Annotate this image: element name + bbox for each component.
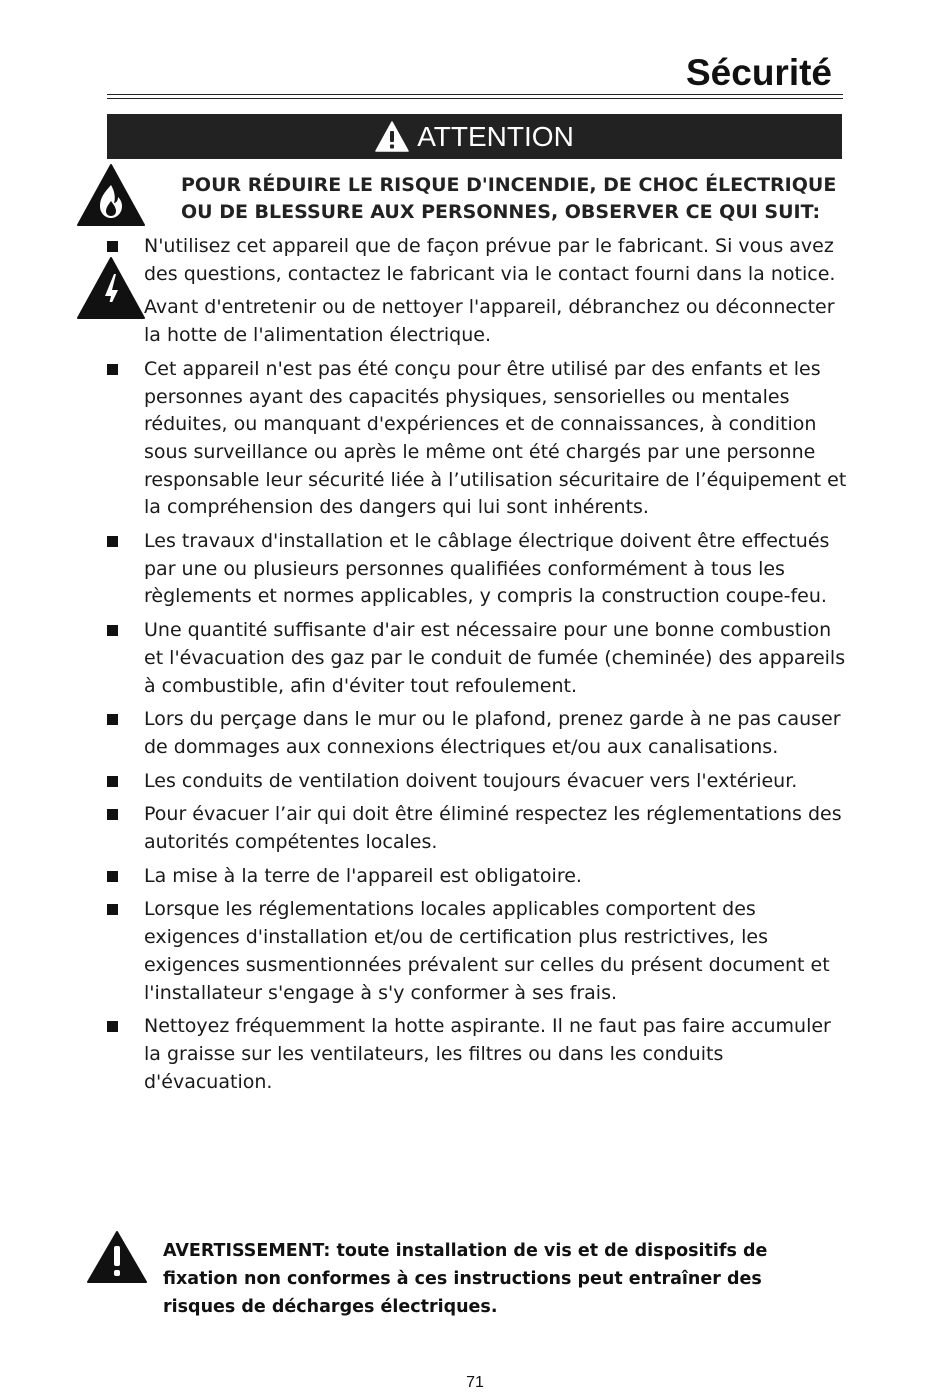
warning-note: AVERTISSEMENT: toute installation de vis et de dispositifs de fixation non conformes à ces instructions peut entraîner des risques de décharges électriques. [163, 1241, 768, 1317]
safety-list [107, 233, 847, 1102]
list-item: Les travaux d'installation et le câblage électrique doivent être effectués par une ou plusieurs personnes qualifiées conformément à tous les règlements et normes applicables, y compris la construction coupe-feu. [107, 528, 847, 611]
bullet-square-icon [107, 364, 118, 375]
page-number: 71 [466, 1374, 484, 1391]
warning-triangle-icon [375, 121, 409, 152]
bullet-square-icon [107, 241, 118, 252]
bullet-square-icon [107, 714, 118, 725]
list-item: Lors du perçage dans le mur ou le plafond, prenez garde à ne pas causer de dommages aux connexions électriques et/ou aux canalisations. [107, 706, 847, 761]
bullet-square-icon [107, 809, 118, 820]
list-item: Nettoyez fréquemment la hotte aspirante. Il ne faut pas faire accumuler la graisse sur les ventilateurs, les filtres ou dans les conduits d'évacuation. [107, 1013, 847, 1096]
warning-icon [86, 1230, 148, 1284]
list-item: Lorsque les réglementations locales applicables comportent des exigences d'installation et/ou de certification plus restrictives, les exigences susmentionnées prévalent sur celles du présent document et l'installateur s'engage à s'y conformer à ses frais. [107, 896, 847, 1007]
title-rule-bottom [107, 98, 843, 99]
bullet-square-icon [107, 904, 118, 915]
attention-banner [107, 114, 842, 159]
bullet-square-icon [107, 1021, 118, 1032]
list-item: Pour évacuer l’air qui doit être éliminé respectez les réglementations des autorités compétentes locales. [107, 801, 847, 856]
list-item: La mise à la terre de l'appareil est obligatoire. [107, 863, 847, 891]
list-item: Une quantité suffisante d'air est nécessaire pour une bonne combustion et l'évacuation des gaz par le conduit de fumée (cheminée) des appareils à combustible, afin d'éviter tout refoulement. [107, 617, 847, 700]
list-item: Cet appareil n'est pas été conçu pour être utilisé par des enfants et les personnes ayant des capacités physiques, sensorielles ou mentales réduites, ou manquant d'expériences et de connaissances, à condition sous surveillance ou après le même ont été chargés par une personne responsable leur sécurité liée à l’utilisation sécuritaire de l’équipement et la compréhension des dangers qui lui sont inhérents. [107, 356, 847, 522]
list-item: N'utilisez cet appareil que de façon prévue par le fabricant. Si vous avez des questions, contactez le fabricant via le contact fourni dans la notice. [107, 233, 847, 288]
bullet-square-icon [107, 776, 118, 787]
title-rule-top [107, 94, 843, 95]
attention-label: ATTENTION [417, 120, 574, 152]
bullet-square-icon [107, 536, 118, 547]
bullet-square-icon [107, 871, 118, 882]
bullet-square-icon [107, 625, 118, 636]
bullet-square-icon [107, 302, 118, 313]
intro-heading: POUR RÉDUIRE LE RISQUE D'INCENDIE, DE CHOC ÉLECTRIQUE OU DE BLESSURE AUX PERSONNES, OBSERVER CE QUI SUIT: [181, 174, 837, 223]
page-title: Sécurité [685, 52, 832, 93]
list-item: Avant d'entretenir ou de nettoyer l'appareil, débranchez ou déconnecter la hotte de l'alimentation électrique. [107, 294, 847, 349]
list-item: Les conduits de ventilation doivent toujours évacuer vers l'extérieur. [107, 768, 847, 796]
fire-hazard-icon [76, 163, 146, 227]
